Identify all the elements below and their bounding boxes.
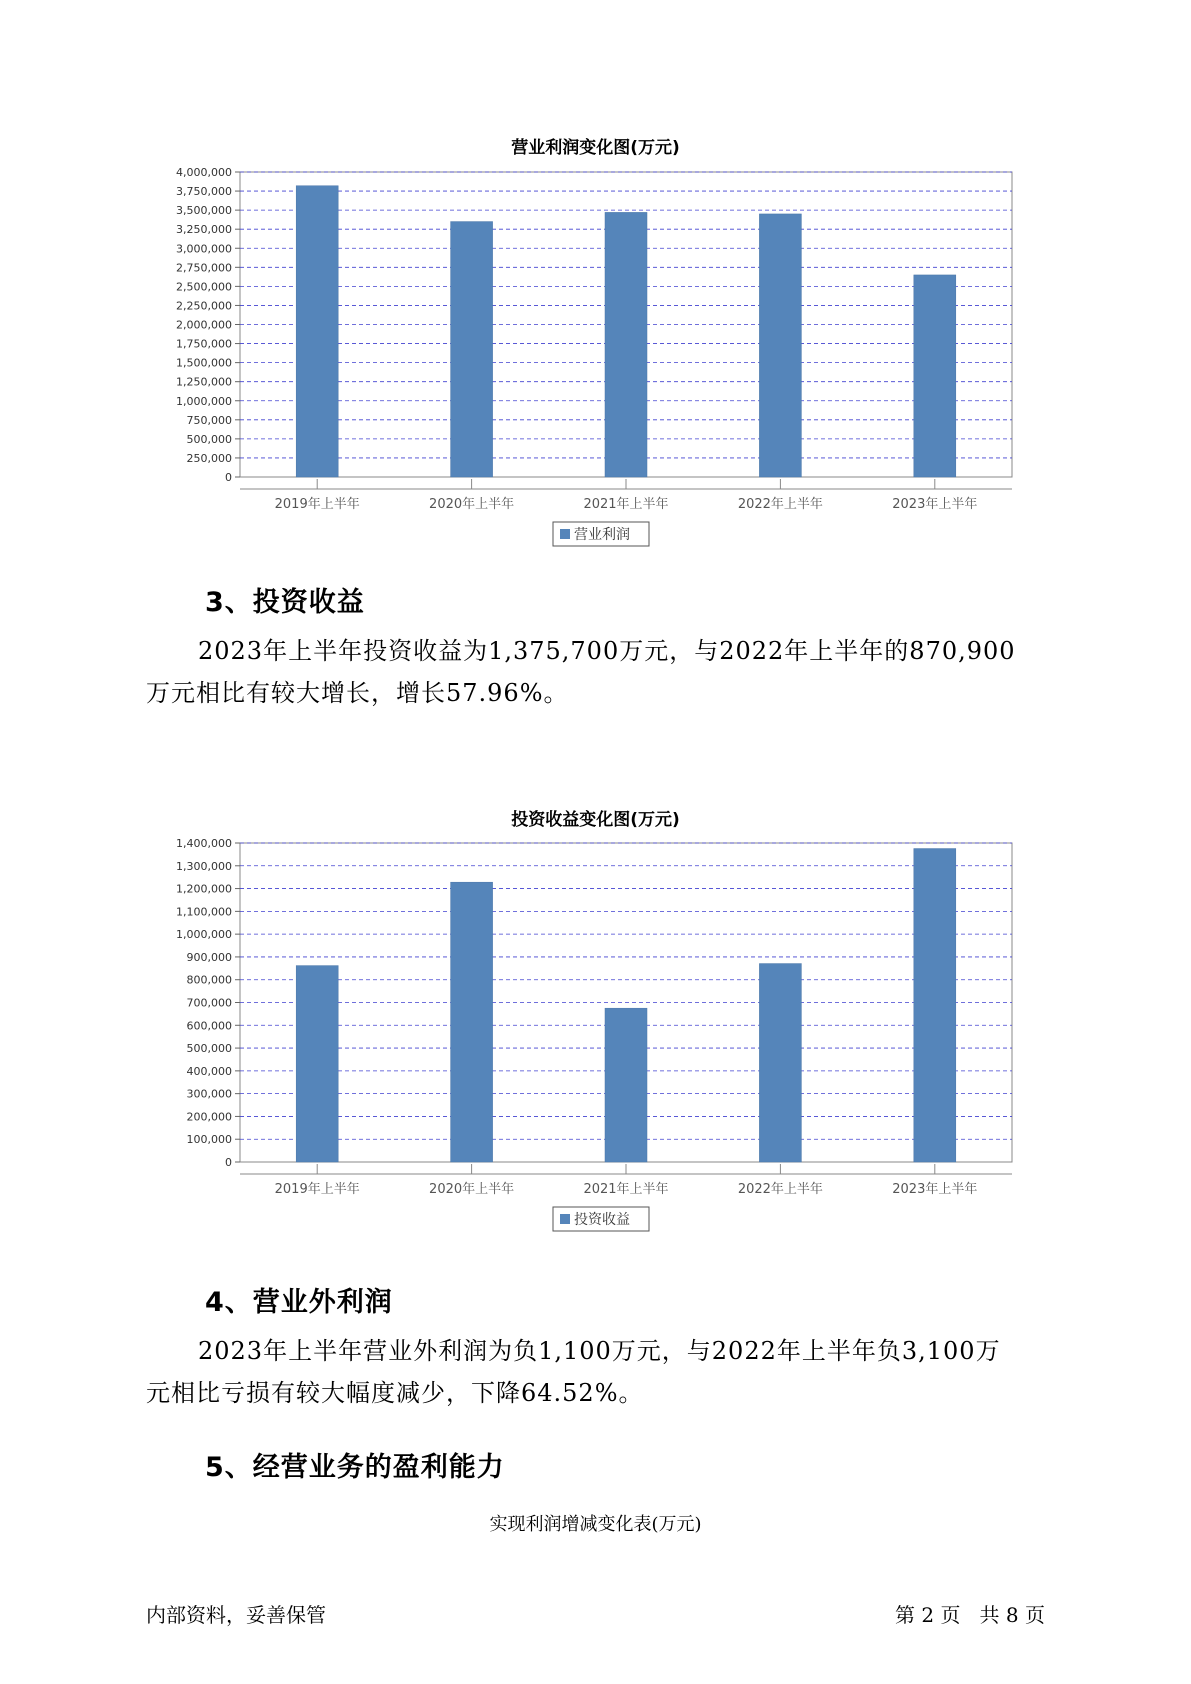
- bar: [605, 1008, 647, 1162]
- page-number: 2: [921, 1603, 935, 1627]
- y-tick-label: 1,100,000: [176, 905, 232, 919]
- x-tick-label: 2020年上半年: [429, 497, 515, 512]
- legend-label: 营业利润: [574, 527, 630, 543]
- y-tick-label: 100,000: [186, 1133, 232, 1147]
- y-tick-label: 700,000: [186, 996, 232, 1010]
- bar: [296, 186, 338, 477]
- total-pages: 8: [1005, 1603, 1019, 1627]
- legend-swatch: [560, 529, 570, 539]
- y-tick-label: 1,500,000: [176, 356, 232, 370]
- investment-income-chart: [0, 835, 1191, 1250]
- y-tick-label: 200,000: [186, 1110, 232, 1124]
- chart-title-investment-income: 投资收益变化图(万元): [511, 810, 680, 830]
- y-tick-label: 1,400,000: [176, 837, 232, 850]
- legend: [553, 522, 649, 546]
- y-tick-label: 2,750,000: [176, 261, 232, 275]
- total-suffix: 页: [1025, 1603, 1045, 1627]
- y-tick-label: 300,000: [186, 1087, 232, 1101]
- y-tick-label: 250,000: [186, 451, 232, 465]
- bar: [759, 964, 801, 1162]
- x-tick-label: 2023年上半年: [892, 497, 978, 512]
- y-tick-label: 1,250,000: [176, 375, 232, 389]
- x-tick-label: 2022年上半年: [737, 497, 823, 512]
- y-tick-label: 2,250,000: [176, 299, 232, 313]
- section-heading-non-operating: 4、营业外利润: [205, 1287, 393, 1318]
- x-tick-label: 2019年上半年: [274, 497, 360, 512]
- footer-confidential-note: 内部资料，妥善保管: [146, 1603, 326, 1627]
- section-heading-investment: 3、投资收益: [205, 587, 365, 618]
- total-prefix: 共: [979, 1603, 1000, 1627]
- y-tick-label: 3,000,000: [176, 242, 232, 256]
- non-operating-paragraph-line1: 2023年上半年营业外利润为负1,100万元，与2022年上半年负3,100万: [198, 1337, 1001, 1365]
- page-mid: 页: [940, 1603, 961, 1627]
- y-tick-label: 1,000,000: [176, 928, 232, 942]
- bar: [759, 214, 801, 477]
- investment-paragraph-line1: 2023年上半年投资收益为1,375,700万元，与2022年上半年的870,900: [198, 637, 1016, 665]
- y-tick-label: 4,000,000: [176, 166, 232, 179]
- y-tick-label: 3,500,000: [176, 204, 232, 218]
- page-prefix: 第: [895, 1603, 916, 1627]
- y-tick-label: 1,000,000: [176, 394, 232, 408]
- x-tick-label: 2021年上半年: [583, 497, 669, 512]
- y-tick-label: 750,000: [186, 413, 232, 427]
- y-tick-label: 900,000: [186, 950, 232, 964]
- section-heading-profitability: 5、经营业务的盈利能力: [205, 1452, 505, 1483]
- non-operating-paragraph-line2: 元相比亏损有较大幅度减少，下降64.52%。: [146, 1379, 644, 1407]
- non-operating-paragraph: [146, 1330, 1046, 1414]
- x-tick-label: 2022年上半年: [737, 1182, 823, 1197]
- y-tick-label: 500,000: [186, 1042, 232, 1056]
- y-tick-label: 800,000: [186, 973, 232, 987]
- y-tick-label: 2,000,000: [176, 318, 232, 332]
- bar: [914, 849, 956, 1162]
- x-tick-label: 2023年上半年: [892, 1182, 978, 1197]
- footer-page-info: [895, 1599, 1045, 1628]
- y-tick-label: 1,300,000: [176, 859, 232, 873]
- x-tick-label: 2021年上半年: [583, 1182, 669, 1197]
- y-tick-label: 0: [225, 1156, 232, 1169]
- chart-title-operating-profit: 营业利润变化图(万元): [511, 138, 680, 158]
- y-tick-label: 600,000: [186, 1019, 232, 1033]
- bar: [451, 882, 493, 1162]
- y-tick-label: 1,750,000: [176, 337, 232, 351]
- y-tick-label: 500,000: [186, 432, 232, 446]
- legend-swatch: [560, 1214, 570, 1224]
- legend-label: 投资收益: [574, 1212, 630, 1228]
- bar: [296, 966, 338, 1162]
- y-tick-label: 1,200,000: [176, 882, 232, 896]
- y-tick-label: 400,000: [186, 1064, 232, 1078]
- y-tick-label: 2,500,000: [176, 280, 232, 294]
- y-tick-label: 3,750,000: [176, 185, 232, 199]
- bar: [914, 275, 956, 477]
- y-tick-label: 3,250,000: [176, 223, 232, 237]
- bar: [451, 222, 493, 477]
- y-tick-label: 0: [225, 471, 232, 484]
- investment-paragraph-line2: 万元相比有较大增长，增长57.96%。: [146, 679, 569, 707]
- x-tick-label: 2019年上半年: [274, 1182, 360, 1197]
- x-tick-label: 2020年上半年: [429, 1182, 515, 1197]
- investment-paragraph: [146, 630, 1046, 714]
- legend: [553, 1207, 649, 1231]
- operating-profit-chart: [0, 160, 1191, 550]
- table-caption: 实现利润增减变化表(万元): [489, 1514, 702, 1535]
- bar: [605, 212, 647, 477]
